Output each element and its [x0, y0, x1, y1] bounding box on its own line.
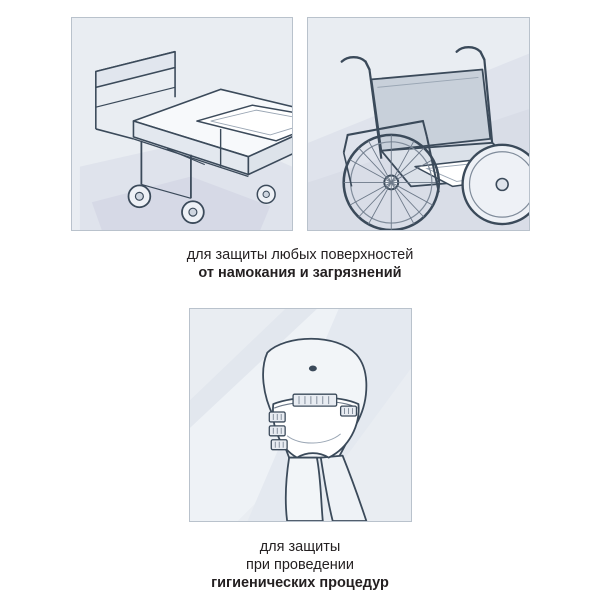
caption-hygiene-line2: при проведении — [245, 557, 355, 574]
bed-panel — [71, 17, 293, 231]
wheelchair-illustration — [308, 18, 529, 230]
top-illustration-row — [0, 0, 600, 231]
caption-hygiene-line1: для защиты — [259, 539, 341, 556]
caption-hygiene — [0, 539, 600, 592]
wheelchair-panel — [307, 17, 530, 231]
caption-surfaces-line1: для защиты любых поверхностей — [186, 247, 414, 263]
hygiene-illustration — [190, 309, 411, 521]
hygiene-panel — [189, 308, 412, 522]
bottom-illustration-row — [0, 308, 600, 522]
bed-illustration — [72, 18, 292, 230]
caption-surfaces — [0, 247, 600, 282]
caption-surfaces-line2: от намокания и загрязнений — [198, 264, 402, 281]
caption-hygiene-line3: гигиенических процедур — [211, 574, 389, 591]
